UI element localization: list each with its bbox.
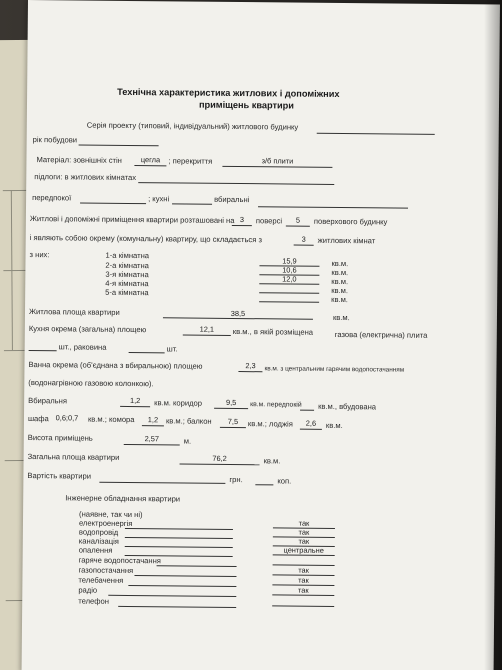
eng-item-value: так — [298, 575, 309, 585]
kitchen-stove-label: газова (електрична) плита — [334, 329, 428, 340]
toilet-line — [120, 406, 150, 407]
pantry-label: кв.м.; комора — [87, 414, 135, 425]
room-3-area: 12,0 — [282, 274, 297, 284]
room-4-label: 4-я кімнатна — [105, 278, 149, 289]
loggia-value: 2,6 — [305, 418, 317, 428]
total-area-unit: кв.м. — [263, 456, 281, 466]
room-1-label: 1-а кімнатна — [105, 250, 150, 261]
engineering-subtitle: (наявне, так чи ні) — [79, 509, 143, 520]
cost-uah-line — [99, 482, 225, 484]
floors-value: з/б плити — [261, 156, 294, 166]
total-area-value: 76,2 — [212, 453, 227, 463]
room-2-area: 10,6 — [282, 265, 297, 275]
eng-item-line — [157, 565, 237, 567]
floors-living-label: підлоги: в житлових кімнатах — [34, 172, 137, 183]
hall-line — [300, 410, 314, 411]
kitchen-label: Кухня окрема (загальна) площею — [28, 324, 147, 335]
kitchen-value: 12,1 — [199, 324, 215, 334]
height-unit: м. — [183, 436, 192, 446]
loggia-label: кв.м.; лоджія — [247, 419, 293, 429]
eng-item-label: радіо — [78, 585, 98, 595]
balcony-value: 7,5 — [227, 416, 239, 427]
sink-count-line — [129, 352, 165, 353]
eng-item-line — [118, 606, 236, 608]
living-area-label: Житлова площа квартири — [28, 307, 120, 317]
bathroom-finish-label: вбиральні — [214, 194, 250, 205]
kitchen-line — [183, 335, 231, 336]
cost-kop-line — [255, 484, 273, 485]
living-area-value: 38,5 — [230, 308, 246, 319]
total-floors-line — [286, 225, 310, 226]
total-floors-value: 5 — [295, 215, 301, 225]
cost-kop: коп. — [277, 476, 292, 486]
document-sheet — [22, 0, 500, 670]
eng-item-line — [108, 595, 236, 597]
room-2-label: 2-а кімнатна — [105, 260, 149, 271]
living-area-unit: кв.м. — [332, 312, 350, 323]
hallway-line — [80, 203, 146, 205]
total-floors-label: поверхового будинку — [313, 216, 388, 227]
series-label: Серія проекту (типовий, індивідуальний) житлового будинку — [86, 120, 299, 132]
height-label: Висота приміщень — [27, 433, 93, 443]
eng-item-value: так — [298, 518, 310, 528]
toilet-value: 1,2 — [129, 395, 141, 406]
eng-item-line — [125, 528, 233, 530]
eng-item-label: телефон — [78, 596, 109, 606]
corridor-line — [214, 408, 248, 409]
room-5-label: 5-а кімнатна — [105, 287, 149, 298]
eng-item-line — [125, 537, 233, 539]
location-label: Житлові і допоміжні приміщення квартири розташовані на — [29, 214, 235, 225]
bath-line — [238, 371, 262, 372]
eng-item-value: так — [298, 536, 310, 546]
bath-line-2: (водонагрівною газовою колонкою). — [28, 378, 154, 389]
floor-line — [232, 225, 252, 226]
of-them-label: з них: — [29, 250, 50, 260]
floors-living-line — [138, 182, 334, 185]
rooms-value: 3 — [301, 234, 306, 244]
bath-tail: кв.м. з центральним гарячим водопостачанням — [264, 365, 405, 374]
room-3-unit: кв.м. — [331, 276, 349, 287]
cost-label: Вартість квартири — [27, 471, 92, 481]
room-2-unit: кв.м. — [331, 267, 349, 278]
room-1-area: 15,9 — [282, 256, 297, 266]
wardrobe-value: 0,6;0,7 — [55, 413, 79, 423]
eng-item-line — [134, 575, 236, 577]
kitchen-mid-label: кв.м., в якій розміщена — [232, 326, 314, 337]
kitchen-finish-line — [172, 203, 212, 204]
eng-item-line — [125, 546, 233, 548]
bath-value: 2,3 — [245, 361, 256, 371]
floor-label: поверсі — [255, 216, 283, 226]
year-built-line — [79, 144, 159, 146]
eng-item-value: так — [298, 527, 310, 537]
eng-item-value: так — [297, 585, 309, 595]
bath-label: Ванна окрема (об'єднана з вбиральною) площею — [28, 360, 203, 371]
material-walls-label: Матеріал: зовнішніх стін — [36, 155, 122, 165]
hall-label: кв.м. передпокій — [250, 401, 302, 409]
loggia-line — [300, 429, 322, 430]
series-line — [317, 133, 435, 135]
total-area-label: Загальна площа квартири — [27, 452, 120, 462]
floor-value: 3 — [239, 215, 245, 225]
total-area-line — [180, 463, 260, 465]
corridor-label: кв.м. коридор — [154, 398, 203, 408]
floors-line — [222, 166, 332, 168]
balcony-label: кв.м.; балкон — [165, 416, 212, 426]
room-4-line — [259, 292, 319, 294]
eng-item-label: каналізація — [78, 536, 119, 546]
pantry-value: 1,2 — [147, 415, 159, 425]
eng-value-line — [272, 594, 334, 596]
builtin-label: кв.м., вбудована — [318, 401, 377, 412]
eng-item-value: центральне — [283, 545, 324, 555]
room-4-unit: кв.м. — [331, 285, 349, 296]
room-3-label: 3-я кімнатна — [105, 269, 149, 280]
rooms-line — [294, 245, 314, 246]
hallway-label: передпокої — [32, 193, 72, 203]
stove-count-line — [29, 350, 57, 351]
room-3-line — [259, 283, 319, 285]
kitchen-pcs1-label: шт., раковина — [58, 342, 107, 352]
eng-item-label: водопровід — [78, 527, 119, 537]
title-line-2: приміщень квартири — [198, 99, 294, 111]
eng-item-label: електроенергія — [78, 518, 133, 529]
separate-label: і являють собою окрему (комунальну) квартиру, що складається з — [29, 233, 263, 245]
eng-item-label: телебачення — [78, 575, 124, 585]
year-built-label: рік побудови — [32, 135, 78, 145]
bathroom-finish-line — [258, 206, 408, 208]
toilet-label: Вбиральня — [28, 396, 67, 406]
material-walls-value: цегла — [140, 155, 161, 165]
loggia-unit: кв.м. — [325, 420, 343, 431]
floors-label: ; перекриття — [168, 156, 213, 166]
kitchen-pcs2-label: шт. — [166, 344, 178, 354]
room-1-unit: кв.м. — [331, 258, 349, 269]
material-walls-line — [134, 165, 166, 166]
height-line — [124, 444, 180, 446]
cost-uah: грн. — [229, 474, 243, 485]
kitchen-finish-label: ; кухні — [148, 194, 170, 204]
eng-item-line — [128, 585, 236, 587]
room-5-unit: кв.м. — [331, 294, 348, 305]
page-edge-shadow — [484, 0, 502, 670]
height-value: 2,57 — [144, 434, 160, 444]
engineering-title: Інженерне обладнання квартири — [65, 493, 181, 504]
eng-item-label: гаряче водопостачання — [78, 555, 161, 566]
eng-value-line — [273, 554, 335, 556]
corridor-value: 9,5 — [225, 397, 237, 408]
eng-item-label: газопостачання — [78, 565, 134, 576]
eng-value-line — [272, 605, 334, 607]
eng-item-value: так — [298, 565, 309, 575]
balcony-line — [220, 427, 246, 428]
rooms-label: житлових кімнат — [317, 235, 376, 246]
room-5-line — [259, 301, 319, 303]
wardrobe-label: шафа — [27, 414, 49, 424]
pantry-line — [142, 425, 164, 426]
title-line-1: Технічна характеристика житлових і допоміжних — [117, 86, 340, 99]
eng-item-label: опалення — [78, 545, 113, 555]
living-area-line — [163, 317, 313, 319]
